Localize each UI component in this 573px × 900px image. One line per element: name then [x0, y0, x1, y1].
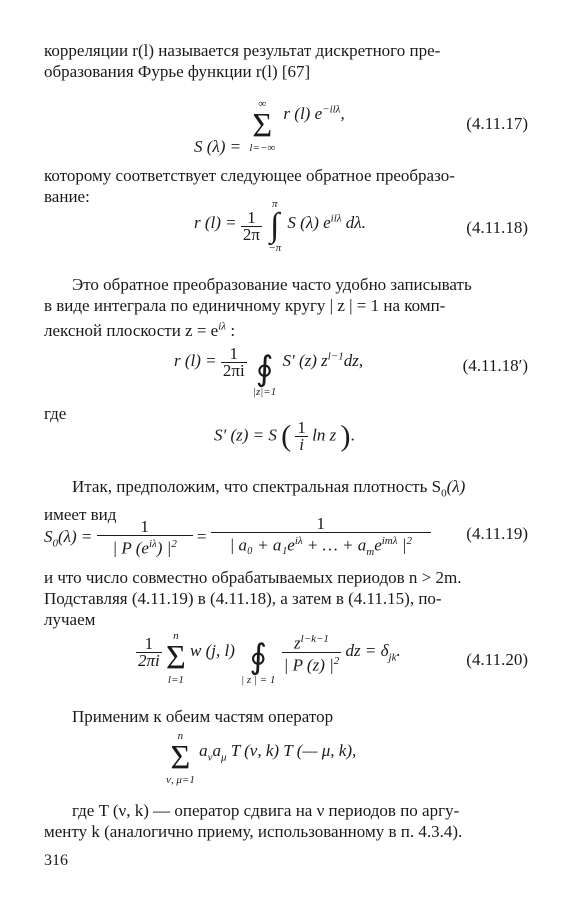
equation-number-4-11-19: (4.11.19) — [466, 524, 528, 543]
eq2-fraction — [241, 207, 262, 244]
equation-4-11-20 — [44, 630, 530, 696]
eq1-exponent: −ilλ — [322, 103, 341, 116]
eq1-rhs: r (l) $e^{-il\lambda}$, — [283, 103, 345, 123]
eq4-fraction-numerator: 1 — [297, 418, 306, 437]
paragraph-7 — [44, 800, 530, 842]
eq3-contour-integral: ∮ |z|=1 — [252, 351, 277, 398]
page-number: 316 — [44, 852, 68, 869]
eq1-sum: ∞ Σ l=−∞ — [249, 98, 276, 154]
equation-number-4-11-17: (4.11.17) — [466, 114, 528, 133]
eq5-lhs: $S_0(\lambda)$ = — [44, 526, 93, 550]
eq5-fraction-1: $\frac{1}{| P (e^{i\lambda}) |^2}$ — [97, 519, 193, 557]
paragraph-2-line-1: которому соответствует следующее обратное преобразо- — [44, 166, 455, 185]
equation-4-11-17 — [44, 90, 530, 170]
eq5-fraction-2: $\frac{1}{| a_0 + a_1e^{i\lambda} + \dots + a_me^{im\lambda} |^2}$ — [211, 516, 431, 560]
eq1-lhs: S (λ) = — [194, 136, 242, 156]
eq6-rhs: dz = $\delta_{jk}$. — [345, 640, 401, 664]
eq6-weight: w (j, l) — [190, 640, 235, 660]
paragraph-5 — [44, 567, 530, 630]
paragraph-2-line-2: вание: — [44, 187, 90, 206]
eq4-lhs: S′ (z) = S — [214, 425, 277, 445]
eq2-integral-top: π — [271, 198, 278, 210]
eq6-sum: n Σ l=1 — [166, 630, 186, 686]
eq2-lhs: r (l) = — [194, 212, 237, 232]
paragraph-5-line-3: лучаем — [44, 610, 96, 629]
eq6-fraction-1: $\frac{1}{2\pi i}$ — [138, 633, 160, 670]
paragraph-3 — [44, 274, 530, 341]
eq7-sum: n Σ ν, μ=1 — [166, 730, 195, 786]
equation-4-11-19: $S_0(\lambda)$ = $\frac{1}{| P (e^{i\lambda}) |^2}$ = $\frac{1}{| a_0 + a_1e^{i\lambda} + \dots + a_me^{im\lambda} |^2}$ (4.11.19) — [44, 514, 528, 559]
eq3-rhs: S′ (z) $z^{l-1}dz$, — [282, 350, 364, 370]
paragraph-7-line-2: менту k (аналогично приему, использованному в п. 4.3.4). — [44, 822, 463, 841]
equation-s-prime: S′ (z) = S ( $\frac{1}{i}$ ln z ). — [214, 418, 355, 454]
eq3-fraction-denominator: 2πi — [222, 360, 245, 380]
eq2-exponent: ilλ — [330, 212, 342, 225]
paragraph-3-line-2: в виде интеграла по единичному кругу | z | = 1 на комп- — [44, 296, 446, 315]
paragraph-1-line-1: корреляции r(l) называется результат дискретного пре- — [44, 41, 441, 60]
eq3-fraction — [221, 343, 247, 380]
eq2-fraction-numerator: 1 — [241, 210, 262, 227]
eq4-fraction-denominator: i — [299, 435, 304, 454]
equation-number-4-11-18: (4.11.18) — [466, 218, 528, 237]
eq2-rhs: S (λ) $e^{il\lambda}$ dλ. — [287, 212, 366, 232]
paragraph-4-line-2: имеет вид — [44, 505, 117, 525]
eq4-fraction — [295, 420, 308, 453]
eq3-lhs: r (l) = — [174, 350, 217, 370]
paragraph-6-line-1: Применим к обеим частям оператор — [72, 707, 334, 726]
eq3-fraction-numerator: 1 — [221, 346, 247, 363]
paragraph-3-line-3: лексной плоскости $z = e^{i\lambda}$ : — [44, 320, 236, 340]
eq3-exponent: l−1 — [327, 350, 344, 363]
eq2-integral-bottom: −π — [268, 242, 282, 254]
paragraph-6 — [44, 706, 530, 727]
paragraph-3-line-1: Это обратное преобразование часто удобно записывать — [72, 275, 472, 294]
eq2-fraction-denominator: 2π — [242, 224, 260, 244]
equation-4-11-18 — [44, 198, 530, 278]
eq1-sum-top: ∞ — [258, 98, 267, 110]
eq3-integral-bottom: |z|=1 — [252, 386, 277, 398]
equation-number-4-11-18-prime: (4.11.18′) — [462, 356, 528, 375]
where-label-1: где — [44, 404, 67, 423]
eq2-integral: π ∫ −π — [268, 198, 282, 254]
operator-formula — [44, 730, 530, 790]
paragraph-5-line-1: и что число совместно обрабатываемых периодов n > 2m. — [44, 568, 462, 587]
eq1-sum-bottom: l=−∞ — [249, 142, 276, 154]
paragraph-1-line-2: образования Фурье функции r(l) [67] — [44, 62, 311, 81]
eq7-body: $a_\nu a_\mu$ T (ν, k) T (— μ, k), — [199, 740, 357, 764]
eq6-fraction-2: $\frac{z^{l-k-1}}{| P (z) |^2}$ — [283, 632, 340, 675]
paragraph-4-line-1: Итак, предположим, что спектральная плотность $S_0(\lambda)$ — [72, 477, 466, 500]
eq6-contour-integral: ∮ | z | = 1 — [241, 639, 276, 686]
paragraph-1 — [44, 40, 530, 82]
paragraph-5-line-2: Подставляя (4.11.19) в (4.11.18), а затем в (4.11.15), по- — [44, 589, 442, 608]
eq4-rhs: ln z — [312, 425, 337, 445]
equation-number-4-11-20: (4.11.20) — [466, 650, 528, 669]
paragraph-7-line-1: где T (ν, k) — оператор сдвига на ν периодов по аргу- — [72, 801, 460, 820]
